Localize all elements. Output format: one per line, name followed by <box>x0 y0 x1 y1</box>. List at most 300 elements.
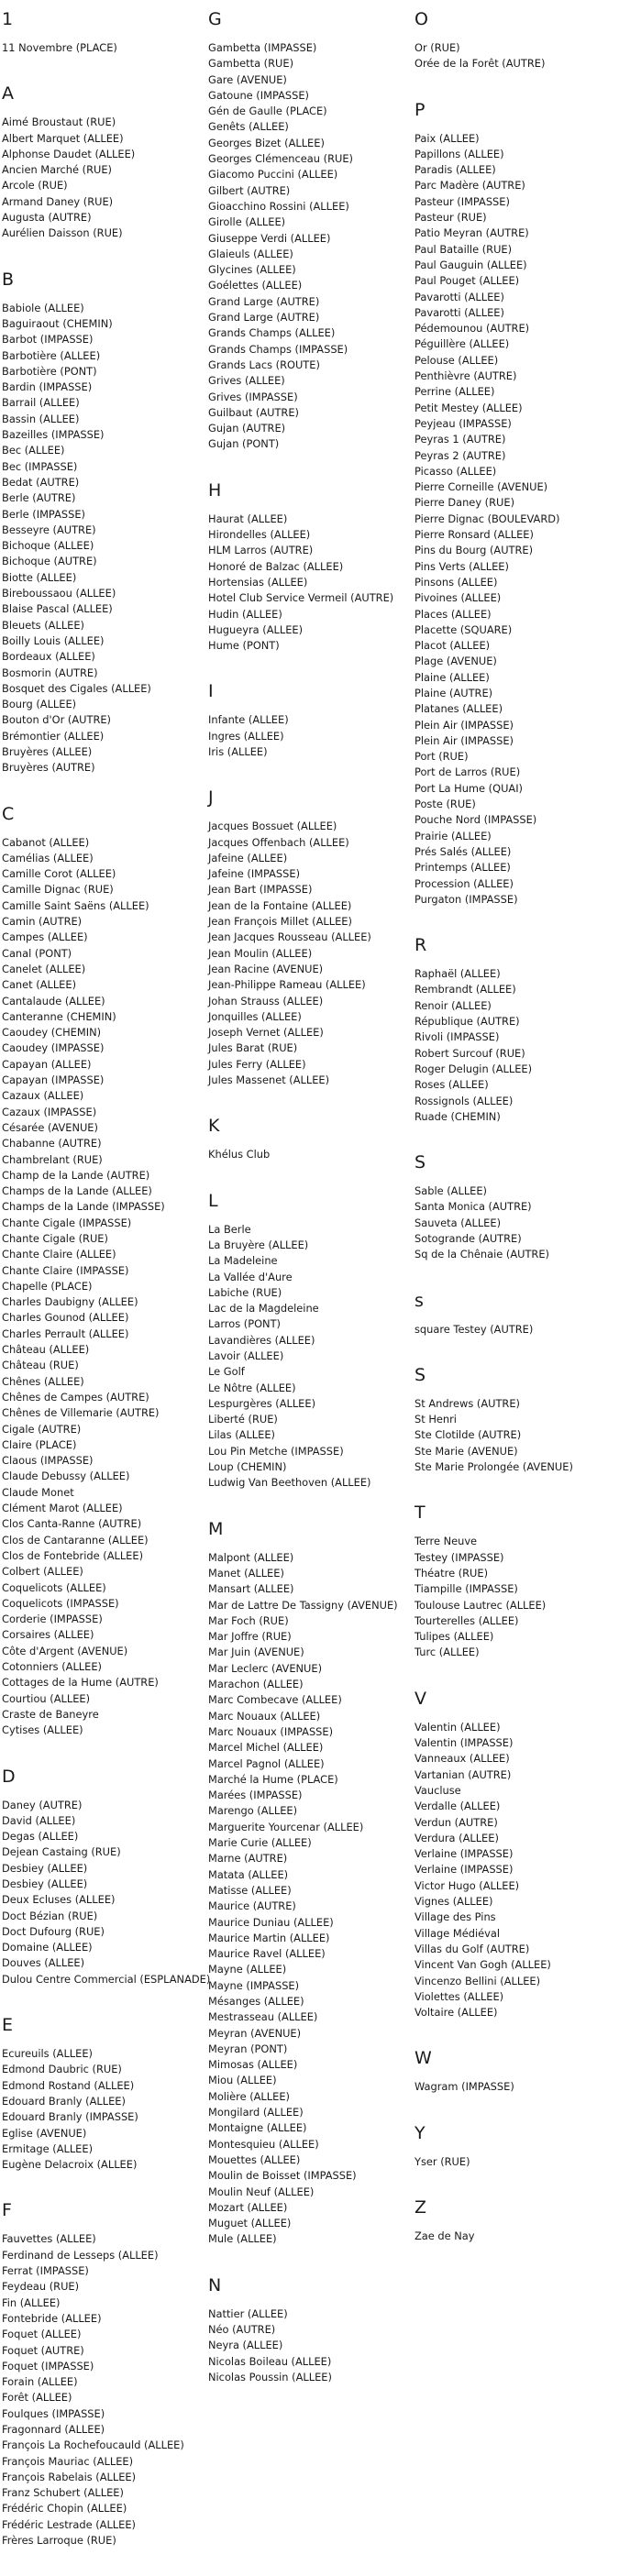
street-link[interactable]: Claude Debussy (ALLEE) <box>2 1470 130 1483</box>
street-link[interactable]: Petit Mestey (ALLEE) <box>415 401 523 414</box>
street-link[interactable]: Village des Pins <box>415 1910 496 1924</box>
street-link[interactable]: Jean Jacques Rousseau (ALLEE) <box>208 930 371 944</box>
street-link[interactable]: Prés Salés (ALLEE) <box>415 844 512 858</box>
street-link[interactable]: Vignes (ALLEE) <box>415 1895 493 1909</box>
street-link[interactable]: Tulipes (ALLEE) <box>415 1630 494 1644</box>
street-link[interactable]: Verdura (ALLEE) <box>415 1831 499 1844</box>
street-link[interactable]: Testey (IMPASSE) <box>415 1550 504 1564</box>
street-link[interactable]: Gatoune (IMPASSE) <box>208 88 309 102</box>
street-link[interactable]: Parc Madère (AUTRE) <box>415 179 525 193</box>
street-link[interactable]: St Henri <box>415 1413 457 1426</box>
street-link[interactable]: Bedat (AUTRE) <box>2 475 80 489</box>
street-link[interactable]: Placette (SQUARE) <box>415 622 513 636</box>
street-link[interactable]: Grand Large (AUTRE) <box>208 294 320 308</box>
street-link[interactable]: Khélus Club <box>208 1148 271 1161</box>
street-link[interactable]: Paradis (ALLEE) <box>415 163 496 177</box>
street-link[interactable]: Chapelle (PLACE) <box>2 1279 93 1293</box>
street-link[interactable]: Pavarotti (ALLEE) <box>415 305 504 319</box>
street-link[interactable]: Poste (RUE) <box>415 798 476 811</box>
street-link[interactable]: Tourterelles (ALLEE) <box>415 1613 519 1627</box>
street-link[interactable]: Camin (AUTRE) <box>2 915 83 929</box>
street-link[interactable]: Lilas (ALLEE) <box>208 1428 275 1442</box>
street-link[interactable]: Hortensias (ALLEE) <box>208 575 308 589</box>
street-link[interactable]: Bourg (ALLEE) <box>2 698 77 711</box>
street-link[interactable]: Marc Nouaux (IMPASSE) <box>208 1724 334 1738</box>
street-link[interactable]: Blaise Pascal (ALLEE) <box>2 602 113 616</box>
street-link[interactable]: Pinsons (ALLEE) <box>415 575 498 589</box>
street-link[interactable]: Edmond Daubric (RUE) <box>2 2063 122 2076</box>
street-link[interactable]: Edouard Branly (ALLEE) <box>2 2094 126 2108</box>
street-link[interactable]: Brémontier (ALLEE) <box>2 729 105 743</box>
street-link[interactable]: Plaine (AUTRE) <box>415 686 493 699</box>
street-link[interactable]: Pierre Corneille (AVENUE) <box>415 480 548 494</box>
street-link[interactable]: Glaieuls (ALLEE) <box>208 247 293 260</box>
street-link[interactable]: 11 Novembre (PLACE) <box>2 41 117 54</box>
street-link[interactable]: Jean Moulin (ALLEE) <box>208 946 313 960</box>
street-link[interactable]: Grand Large (AUTRE) <box>208 311 320 325</box>
street-link[interactable]: La Bruyère (ALLEE) <box>208 1238 309 1251</box>
street-link[interactable]: Gilbert (AUTRE) <box>208 183 291 197</box>
street-link[interactable]: Vanneaux (ALLEE) <box>415 1752 510 1766</box>
street-link[interactable]: Matata (ALLEE) <box>208 1867 289 1881</box>
street-link[interactable]: Barbotière (ALLEE) <box>2 348 101 362</box>
street-link[interactable]: Mongilard (ALLEE) <box>208 2106 304 2119</box>
street-link[interactable]: Pouche Nord (IMPASSE) <box>415 813 537 827</box>
street-link[interactable]: Corderie (IMPASSE) <box>2 1613 103 1626</box>
street-link[interactable]: Peyjeau (IMPASSE) <box>415 416 512 430</box>
street-link[interactable]: Rivoli (IMPASSE) <box>415 1030 500 1044</box>
street-link[interactable]: Santa Monica (AUTRE) <box>415 1200 532 1214</box>
street-link[interactable]: Chante Cigale (RUE) <box>2 1232 108 1245</box>
street-link[interactable]: Mestrasseau (ALLEE) <box>208 2010 318 2024</box>
street-link[interactable]: Fontebride (ALLEE) <box>2 2311 102 2325</box>
street-link[interactable]: Grands Lacs (ROUTE) <box>208 358 320 371</box>
street-link[interactable]: Marengo (ALLEE) <box>208 1804 298 1818</box>
street-link[interactable]: Village Médiéval <box>415 1926 500 1940</box>
street-link[interactable]: Jules Ferry (ALLEE) <box>208 1057 306 1071</box>
street-link[interactable]: Infante (ALLEE) <box>208 713 289 727</box>
street-link[interactable]: Renoir (ALLEE) <box>415 998 492 1012</box>
street-link[interactable]: Ferdinand de Lesseps (ALLEE) <box>2 2248 159 2262</box>
street-link[interactable]: François Rabelais (ALLEE) <box>2 2470 137 2483</box>
street-link[interactable]: Mar Foch (RUE) <box>208 1613 289 1627</box>
street-link[interactable]: Bichoque (ALLEE) <box>2 539 94 553</box>
street-link[interactable]: Labiche (RUE) <box>208 1285 282 1299</box>
street-link[interactable]: Marées (IMPASSE) <box>208 1789 303 1802</box>
street-link[interactable]: Maurice Martin (ALLEE) <box>208 1931 330 1944</box>
street-link[interactable]: Hudin (ALLEE) <box>208 607 282 621</box>
street-link[interactable]: Mésanges (ALLEE) <box>208 1994 304 2008</box>
street-link[interactable]: Manet (ALLEE) <box>208 1566 284 1580</box>
street-link[interactable]: Lou Pin Metche (IMPASSE) <box>208 1444 344 1458</box>
street-link[interactable]: Cotonniers (ALLEE) <box>2 1660 102 1674</box>
street-link[interactable]: Plein Air (IMPASSE) <box>415 733 514 747</box>
street-link[interactable]: Nicolas Boileau (ALLEE) <box>208 2354 332 2368</box>
street-link[interactable]: Caoudey (IMPASSE) <box>2 1041 105 1055</box>
street-link[interactable]: Victor Hugo (ALLEE) <box>415 1878 520 1892</box>
street-link[interactable]: Courtiou (ALLEE) <box>2 1691 91 1705</box>
street-link[interactable]: Jules Barat (RUE) <box>208 1041 298 1055</box>
street-link[interactable]: Toulouse Lautrec (ALLEE) <box>415 1598 547 1612</box>
street-link[interactable]: Bec (ALLEE) <box>2 444 65 457</box>
street-link[interactable]: Frédéric Chopin (ALLEE) <box>2 2502 127 2515</box>
street-link[interactable]: Port La Hume (QUAI) <box>415 781 523 795</box>
street-link[interactable]: Feydeau (RUE) <box>2 2280 80 2294</box>
street-link[interactable]: Barbot (IMPASSE) <box>2 333 94 347</box>
street-link[interactable]: Valentin (ALLEE) <box>415 1720 501 1734</box>
street-link[interactable]: Gambetta (RUE) <box>208 57 294 71</box>
street-link[interactable]: Cabanot (ALLEE) <box>2 835 90 849</box>
street-link[interactable]: Canet (ALLEE) <box>2 978 77 992</box>
street-link[interactable]: Roses (ALLEE) <box>415 1078 489 1092</box>
street-link[interactable]: Dulou Centre Commercial (ESPLANADE) <box>2 1972 211 1986</box>
street-link[interactable]: Eglise (AVENUE) <box>2 2126 87 2140</box>
street-link[interactable]: Charles Daubigny (ALLEE) <box>2 1295 138 1309</box>
street-link[interactable]: Verdun (AUTRE) <box>415 1815 498 1829</box>
street-link[interactable]: Clos de Fontebride (ALLEE) <box>2 1548 144 1562</box>
street-link[interactable]: Camille Saint Saëns (ALLEE) <box>2 898 149 912</box>
street-link[interactable]: Turc (ALLEE) <box>415 1646 480 1659</box>
street-link[interactable]: Bireboussaou (ALLEE) <box>2 587 116 600</box>
street-link[interactable]: Mar Joffre (RUE) <box>208 1630 292 1644</box>
street-link[interactable]: Capayan (ALLEE) <box>2 1057 92 1071</box>
street-link[interactable]: Desbiey (ALLEE) <box>2 1861 88 1875</box>
street-link[interactable]: Ludwig Van Beethoven (ALLEE) <box>208 1476 371 1490</box>
street-link[interactable]: Tiampille (IMPASSE) <box>415 1582 518 1596</box>
street-link[interactable]: Meyran (AVENUE) <box>208 2026 302 2040</box>
street-link[interactable]: Jean François Millet (ALLEE) <box>208 915 352 929</box>
street-link[interactable]: République (AUTRE) <box>415 1015 520 1029</box>
street-link[interactable]: Doct Dufourg (RUE) <box>2 1924 105 1938</box>
street-link[interactable]: Augusta (AUTRE) <box>2 211 92 225</box>
street-link[interactable]: Wagram (IMPASSE) <box>415 2080 514 2094</box>
street-link[interactable]: Larros (PONT) <box>208 1317 281 1331</box>
street-link[interactable]: Cazaux (ALLEE) <box>2 1089 84 1103</box>
street-link[interactable]: Bouton d'Or (AUTRE) <box>2 713 111 727</box>
street-link[interactable]: Roger Delugin (ALLEE) <box>415 1062 533 1075</box>
street-link[interactable]: Jacques Bossuet (ALLEE) <box>208 820 337 833</box>
street-link[interactable]: Chante Cigale (IMPASSE) <box>2 1216 132 1229</box>
street-link[interactable]: Lavandières (ALLEE) <box>208 1333 315 1347</box>
street-link[interactable]: Plage (AVENUE) <box>415 655 497 668</box>
street-link[interactable]: Gén de Gaulle (PLACE) <box>208 105 327 118</box>
street-link[interactable]: Zae de Nay <box>415 2229 475 2242</box>
street-link[interactable]: Raphaël (ALLEE) <box>415 967 501 981</box>
street-link[interactable]: Doct Bézian (RUE) <box>2 1909 98 1922</box>
street-link[interactable]: Violettes (ALLEE) <box>415 1989 504 2003</box>
street-link[interactable]: Théatre (RUE) <box>415 1566 489 1580</box>
street-link[interactable]: Meyran (PONT) <box>208 2042 288 2055</box>
street-link[interactable]: Girolle (ALLEE) <box>208 215 286 229</box>
street-link[interactable]: Edmond Rostand (ALLEE) <box>2 2078 135 2092</box>
street-link[interactable]: Mule (ALLEE) <box>208 2232 277 2246</box>
street-link[interactable]: Jacques Offenbach (ALLEE) <box>208 835 349 849</box>
street-link[interactable]: Goélettes (ALLEE) <box>208 279 303 292</box>
street-link[interactable]: Bordeaux (ALLEE) <box>2 650 95 664</box>
street-link[interactable]: Le Nôtre (ALLEE) <box>208 1381 296 1394</box>
street-link[interactable]: Capayan (IMPASSE) <box>2 1073 105 1087</box>
street-link[interactable]: St Andrews (AUTRE) <box>415 1396 520 1410</box>
street-link[interactable]: Or (RUE) <box>415 41 460 54</box>
street-link[interactable]: Ferrat (IMPASSE) <box>2 2264 89 2278</box>
street-link[interactable]: Jules Massenet (ALLEE) <box>208 1073 330 1087</box>
street-link[interactable]: Haurat (ALLEE) <box>208 512 288 525</box>
street-link[interactable]: François Mauriac (ALLEE) <box>2 2454 134 2468</box>
street-link[interactable]: Montesquieu (ALLEE) <box>208 2137 319 2151</box>
street-link[interactable]: Champ de la Lande (AUTRE) <box>2 1168 150 1182</box>
street-link[interactable]: Pasteur (RUE) <box>415 211 487 225</box>
street-link[interactable]: Nicolas Poussin (ALLEE) <box>208 2370 332 2383</box>
street-link[interactable]: Forain (ALLEE) <box>2 2375 78 2389</box>
street-link[interactable]: Domaine (ALLEE) <box>2 1941 93 1954</box>
street-link[interactable]: Canal (PONT) <box>2 946 72 960</box>
street-link[interactable]: Paul Pouget (ALLEE) <box>415 274 520 288</box>
street-link[interactable]: Deux Ecluses (ALLEE) <box>2 1893 116 1907</box>
street-link[interactable]: Patio Meyran (AUTRE) <box>415 226 529 240</box>
street-link[interactable]: Cantalaude (ALLEE) <box>2 994 105 1007</box>
street-link[interactable]: Pavarotti (ALLEE) <box>415 290 504 303</box>
street-link[interactable]: Fin (ALLEE) <box>2 2295 61 2309</box>
street-link[interactable]: Georges Bizet (ALLEE) <box>208 136 325 149</box>
street-link[interactable]: Gujan (AUTRE) <box>208 422 286 435</box>
street-link[interactable]: Grives (IMPASSE) <box>208 390 298 403</box>
street-link[interactable]: Penthièvre (AUTRE) <box>415 369 517 383</box>
street-link[interactable]: Albert Marquet (ALLEE) <box>2 131 124 145</box>
street-link[interactable]: Miou (ALLEE) <box>208 2074 277 2087</box>
street-link[interactable]: Honoré de Balzac (ALLEE) <box>208 559 344 573</box>
street-link[interactable]: Claous (IMPASSE) <box>2 1454 94 1468</box>
street-link[interactable]: Camille Dignac (RUE) <box>2 883 114 897</box>
street-link[interactable]: Bosmorin (AUTRE) <box>2 666 98 679</box>
street-link[interactable]: Pins du Bourg (AUTRE) <box>415 544 534 557</box>
street-link[interactable]: Clos Canta-Ranne (AUTRE) <box>2 1517 142 1531</box>
street-link[interactable]: Ruade (CHEMIN) <box>415 1109 501 1123</box>
street-link[interactable]: Moulin Neuf (ALLEE) <box>208 2185 315 2198</box>
street-link[interactable]: Foquet (ALLEE) <box>2 2328 82 2341</box>
street-link[interactable]: Bleuets (ALLEE) <box>2 618 85 632</box>
street-link[interactable]: Chante Claire (ALLEE) <box>2 1248 116 1261</box>
street-link[interactable]: Port de Larros (RUE) <box>415 765 521 779</box>
street-link[interactable]: Cigale (AUTRE) <box>2 1422 82 1436</box>
street-link[interactable]: Molière (ALLEE) <box>208 2089 290 2103</box>
street-link[interactable]: Bassin (ALLEE) <box>2 412 80 425</box>
street-link[interactable]: Pierre Ronsard (ALLEE) <box>415 528 534 542</box>
street-link[interactable]: Terre Neuve <box>415 1535 478 1548</box>
street-link[interactable]: Champs de la Lande (ALLEE) <box>2 1184 152 1198</box>
street-link[interactable]: Robert Surcouf (RUE) <box>415 1046 525 1060</box>
street-link[interactable]: Moulin de Boisset (IMPASSE) <box>208 2169 357 2183</box>
street-link[interactable]: Vaucluse <box>415 1783 461 1797</box>
street-link[interactable]: Hume (PONT) <box>208 639 280 653</box>
street-link[interactable]: Platanes (ALLEE) <box>415 702 503 716</box>
street-link[interactable]: Grands Champs (IMPASSE) <box>208 342 348 356</box>
street-link[interactable]: Pierre Daney (RUE) <box>415 496 515 510</box>
street-link[interactable]: David (ALLEE) <box>2 1813 76 1827</box>
street-link[interactable]: Château (ALLEE) <box>2 1343 90 1357</box>
street-link[interactable]: Ingres (ALLEE) <box>208 729 284 743</box>
street-link[interactable]: Bruyères (ALLEE) <box>2 744 93 758</box>
street-link[interactable]: Peyras 1 (AUTRE) <box>415 433 506 446</box>
street-link[interactable]: Sq de la Chênaie (AUTRE) <box>415 1248 549 1261</box>
street-link[interactable]: Ancien Marché (RUE) <box>2 163 112 177</box>
street-link[interactable]: Lac de la Magdeleine <box>208 1302 319 1316</box>
street-link[interactable]: Verlaine (IMPASSE) <box>415 1847 514 1861</box>
street-link[interactable]: Genêts (ALLEE) <box>208 120 289 134</box>
street-link[interactable]: Grives (ALLEE) <box>208 374 285 388</box>
street-link[interactable]: Clément Marot (ALLEE) <box>2 1502 123 1515</box>
street-link[interactable]: Jean Racine (AVENUE) <box>208 962 324 975</box>
street-link[interactable]: Rossignols (ALLEE) <box>415 1094 514 1107</box>
street-link[interactable]: Foulques (IMPASSE) <box>2 2406 105 2420</box>
street-link[interactable]: Jean Bart (IMPASSE) <box>208 883 313 897</box>
street-link[interactable]: Daney (AUTRE) <box>2 1798 83 1811</box>
street-link[interactable]: Joseph Vernet (ALLEE) <box>208 1026 324 1040</box>
street-link[interactable]: Neyra (ALLEE) <box>208 2339 283 2352</box>
street-link[interactable]: Foquet (IMPASSE) <box>2 2359 94 2372</box>
street-link[interactable]: Plaine (ALLEE) <box>415 670 490 684</box>
street-link[interactable]: Péguillère (ALLEE) <box>415 337 510 351</box>
street-link[interactable]: Frères Larroque (RUE) <box>2 2534 116 2548</box>
street-link[interactable]: Printemps (ALLEE) <box>415 861 511 875</box>
street-link[interactable]: Sable (ALLEE) <box>415 1184 488 1198</box>
street-link[interactable]: Ermitage (ALLEE) <box>2 2141 94 2155</box>
street-link[interactable]: Mimosas (ALLEE) <box>208 2058 298 2072</box>
street-link[interactable]: Chênes (ALLEE) <box>2 1374 84 1388</box>
street-link[interactable]: Chante Claire (IMPASSE) <box>2 1263 129 1277</box>
street-link[interactable]: Papillons (ALLEE) <box>415 147 504 160</box>
street-link[interactable]: Colbert (ALLEE) <box>2 1565 83 1579</box>
street-link[interactable]: Clos de Cantaranne (ALLEE) <box>2 1533 149 1547</box>
street-link[interactable]: Ste Marie (AVENUE) <box>415 1444 518 1458</box>
street-link[interactable]: Paix (ALLEE) <box>415 131 480 145</box>
street-link[interactable]: Purgaton (IMPASSE) <box>415 892 518 906</box>
street-link[interactable]: Desbiey (ALLEE) <box>2 1877 88 1890</box>
street-link[interactable]: Jonquilles (ALLEE) <box>208 1009 302 1023</box>
street-link[interactable]: Vincenzo Bellini (ALLEE) <box>415 1974 541 1987</box>
street-link[interactable]: Berle (AUTRE) <box>2 491 76 505</box>
street-link[interactable]: Jean-Philippe Rameau (ALLEE) <box>208 978 366 992</box>
street-link[interactable]: Pédemounou (AUTRE) <box>415 322 530 336</box>
street-link[interactable]: Montaigne (ALLEE) <box>208 2121 307 2135</box>
street-link[interactable]: Maurice Ravel (ALLEE) <box>208 1947 326 1961</box>
street-link[interactable]: Gare (AVENUE) <box>208 72 287 86</box>
street-link[interactable]: Gujan (PONT) <box>208 437 280 451</box>
street-link[interactable]: Champs de la Lande (IMPASSE) <box>2 1200 165 1214</box>
street-link[interactable]: Chabanne (AUTRE) <box>2 1137 102 1150</box>
street-link[interactable]: Le Golf <box>208 1365 245 1379</box>
street-link[interactable]: Liberté (RUE) <box>208 1413 278 1426</box>
street-link[interactable]: Pasteur (IMPASSE) <box>415 194 510 208</box>
street-link[interactable]: Jafeine (ALLEE) <box>208 851 288 864</box>
street-link[interactable]: Bichoque (AUTRE) <box>2 555 97 568</box>
street-link[interactable]: Bruyères (AUTRE) <box>2 761 95 775</box>
street-link[interactable]: Arcole (RUE) <box>2 179 68 193</box>
street-link[interactable]: Hirondelles (ALLEE) <box>208 528 311 542</box>
street-link[interactable]: Loup (CHEMIN) <box>208 1460 287 1474</box>
street-link[interactable]: Hotel Club Service Vermeil (AUTRE) <box>208 591 394 605</box>
street-link[interactable]: Aurélien Daisson (RUE) <box>2 226 123 240</box>
street-link[interactable]: Valentin (IMPASSE) <box>415 1736 514 1750</box>
street-link[interactable]: Prairie (ALLEE) <box>415 829 492 842</box>
street-link[interactable]: Foquet (AUTRE) <box>2 2343 84 2357</box>
street-link[interactable]: Pins Verts (ALLEE) <box>415 559 509 573</box>
street-link[interactable]: Bosquet des Cigales (ALLEE) <box>2 681 151 695</box>
street-link[interactable]: Campes (ALLEE) <box>2 930 88 944</box>
street-link[interactable]: Malpont (ALLEE) <box>208 1550 294 1564</box>
street-link[interactable]: Barrail (ALLEE) <box>2 396 80 410</box>
street-link[interactable]: Fauvettes (ALLEE) <box>2 2232 96 2246</box>
street-link[interactable]: Glycines (ALLEE) <box>208 263 296 277</box>
street-link[interactable]: Douves (ALLEE) <box>2 1956 85 1970</box>
street-link[interactable]: Picasso (ALLEE) <box>415 464 497 478</box>
street-link[interactable]: Mar de Lattre De Tassigny (AVENUE) <box>208 1598 398 1612</box>
street-link[interactable]: Maurice Duniau (ALLEE) <box>208 1915 334 1929</box>
street-link[interactable]: Marc Combecave (ALLEE) <box>208 1693 342 1707</box>
street-link[interactable]: Pivoines (ALLEE) <box>415 591 502 605</box>
street-link[interactable]: Placot (ALLEE) <box>415 639 491 653</box>
street-link[interactable]: Marguerite Yourcenar (ALLEE) <box>208 1820 364 1833</box>
street-link[interactable]: Corsaires (ALLEE) <box>2 1628 94 1642</box>
street-link[interactable]: Giuseppe Verdi (ALLEE) <box>208 231 331 245</box>
street-link[interactable]: Forêt (ALLEE) <box>2 2391 72 2405</box>
street-link[interactable]: Marie Curie (ALLEE) <box>208 1836 312 1850</box>
street-link[interactable]: HLM Larros (AUTRE) <box>208 544 314 557</box>
street-link[interactable]: Verdalle (ALLEE) <box>415 1800 501 1813</box>
street-link[interactable]: Port (RUE) <box>415 750 469 764</box>
street-link[interactable]: Charles Gounod (ALLEE) <box>2 1311 129 1325</box>
street-link[interactable]: Frédéric Lestrade (ALLEE) <box>2 2517 136 2531</box>
street-link[interactable]: Orée de la Forêt (AUTRE) <box>415 57 546 71</box>
street-link[interactable]: Château (RUE) <box>2 1359 79 1372</box>
street-link[interactable]: Marcel Michel (ALLEE) <box>208 1741 324 1755</box>
street-link[interactable]: Ste Marie Prolongée (AVENUE) <box>415 1460 573 1474</box>
street-link[interactable]: Berle (IMPASSE) <box>2 507 85 521</box>
street-link[interactable]: Sauveta (ALLEE) <box>415 1216 502 1229</box>
street-link[interactable]: Chambrelant (RUE) <box>2 1152 103 1166</box>
street-link[interactable]: Claire (PLACE) <box>2 1437 77 1451</box>
street-link[interactable]: Pierre Dignac (BOULEVARD) <box>415 512 560 525</box>
street-link[interactable]: Besseyre (AUTRE) <box>2 523 96 536</box>
street-link[interactable]: Edouard Branly (IMPASSE) <box>2 2110 138 2124</box>
street-link[interactable]: Césarée (AVENUE) <box>2 1120 98 1134</box>
street-link[interactable]: Chênes de Villemarie (AUTRE) <box>2 1406 160 1420</box>
street-link[interactable]: Coquelicots (IMPASSE) <box>2 1596 119 1610</box>
street-link[interactable]: Bazeilles (IMPASSE) <box>2 428 105 442</box>
street-link[interactable]: Mansart (ALLEE) <box>208 1582 294 1596</box>
street-link[interactable]: Armand Daney (RUE) <box>2 194 114 208</box>
street-link[interactable]: Babiole (ALLEE) <box>2 301 84 314</box>
street-link[interactable]: Mar Juin (AVENUE) <box>208 1646 304 1659</box>
street-link[interactable]: Bec (IMPASSE) <box>2 459 78 473</box>
street-link[interactable]: Degas (ALLEE) <box>2 1830 79 1844</box>
street-link[interactable]: Procession (ALLEE) <box>415 876 514 890</box>
street-link[interactable]: Charles Perrault (ALLEE) <box>2 1327 129 1340</box>
street-link[interactable]: Alphonse Daudet (ALLEE) <box>2 147 136 160</box>
street-link[interactable]: Georges Clémenceau (RUE) <box>208 152 353 166</box>
street-link[interactable]: Giacomo Puccini (ALLEE) <box>208 168 338 182</box>
street-link[interactable]: Places (ALLEE) <box>415 607 492 621</box>
street-link[interactable]: Marachon (ALLEE) <box>208 1678 304 1691</box>
street-link[interactable]: Mar Leclerc (AVENUE) <box>208 1661 323 1675</box>
street-link[interactable]: Boilly Louis (ALLEE) <box>2 633 105 647</box>
street-link[interactable]: Franz Schubert (ALLEE) <box>2 2486 124 2500</box>
street-link[interactable]: Grands Champs (ALLEE) <box>208 326 336 340</box>
street-link[interactable]: Caoudey (CHEMIN) <box>2 1026 102 1040</box>
street-link[interactable]: Matisse (ALLEE) <box>208 1883 292 1897</box>
street-link[interactable]: Camélias (ALLEE) <box>2 851 94 864</box>
street-link[interactable]: Mayne (ALLEE) <box>208 1963 287 1976</box>
street-link[interactable]: Verlaine (IMPASSE) <box>415 1863 514 1877</box>
